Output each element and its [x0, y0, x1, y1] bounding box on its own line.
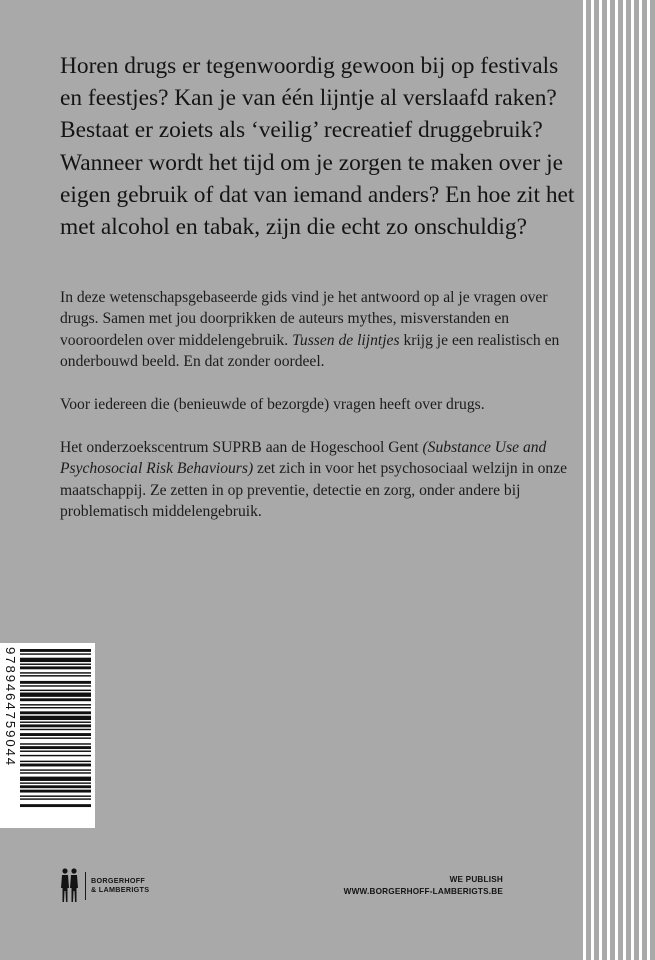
- barcode-bar: [20, 664, 91, 665]
- body-paragraph-3-text-b: zet zich in voor het psychosociaal welzijn in onze maatschappij. Ze zetten in op preventie, detectie en zorg, onder andere bij problematisch middelengebruik.: [60, 460, 568, 521]
- isbn-number: 9789464759044: [3, 647, 18, 768]
- body-paragraph-1: [60, 287, 580, 373]
- barcode-bar: [20, 711, 91, 714]
- suprb-full-name-italic: (Substance Use and Psychosocial Risk Behaviours): [60, 438, 547, 478]
- lead-paragraph-block: [60, 50, 580, 243]
- barcode-bar: [20, 795, 91, 796]
- barcode-bar: [20, 785, 91, 788]
- publisher-name: [91, 876, 149, 894]
- barcode-bar: [20, 653, 91, 654]
- barcode: [0, 643, 95, 828]
- barcode-bar: [20, 672, 91, 673]
- body-paragraph-2: Voor iedereen die (benieuwde of bezorgde) vragen heeft over drugs.: [60, 396, 485, 414]
- barcode-bar: [20, 649, 91, 652]
- barcode-bar: [20, 693, 91, 697]
- two-figures-icon: [58, 866, 82, 906]
- barcode-bar: [20, 751, 91, 752]
- barcode-bar: [20, 798, 91, 799]
- publisher-website: WWW.BORGERHOFF-LAMBERIGTS.BE: [343, 887, 503, 896]
- barcode-bar: [20, 722, 91, 723]
- body-paragraph-3: [60, 437, 580, 523]
- barcode-bar: [20, 716, 91, 720]
- barcode-bar: [20, 681, 91, 684]
- barcode-bar: [20, 698, 91, 701]
- body-paragraph-1-text-b: krijg je een realistisch en onderbouwd beeld. En dat zonder oordeel.: [60, 331, 560, 371]
- barcode-bar: [20, 761, 91, 762]
- barcode-bar: [20, 804, 91, 807]
- barcode-bar: [20, 675, 91, 676]
- barcode-bar: [20, 724, 91, 727]
- barcode-bar: [20, 790, 91, 793]
- barcode-bar: [20, 666, 91, 669]
- barcode-bar: [20, 707, 91, 708]
- barcode-bar: [20, 769, 91, 770]
- publisher-name-line-1: BORGERHOFF: [91, 876, 146, 885]
- barcode-bar: [20, 777, 91, 781]
- barcode-bar: [20, 704, 91, 705]
- body-text-block: [60, 287, 580, 544]
- barcode-bar: [20, 782, 91, 783]
- publisher-info: [344, 874, 503, 898]
- barcode-bar: [20, 772, 91, 773]
- body-paragraph-1-text-a: In deze wetenschapsgebaseerde gids vind je het antwoord op al je vragen over drugs. Samen met jou doorprikken de auteurs mythes, misverstanden en vooroordelen over middelengebruik.: [60, 289, 548, 349]
- decorative-stripes: [583, 0, 655, 960]
- lead-paragraph: Horen drugs er tegenwoordig gewoon bij op festivals en feestjes? Kan je van één lijntje al verslaafd raken? Bestaat er zoiets als ‘veilig’ recreatief druggebruik? Wanneer wordt het tijd om je zorgen te maken over je eigen gebruik of dat van iemand anders? En hoe zit het met alcohol en tabak, zijn die echt zo onschuldig?: [60, 53, 575, 241]
- barcode-bar: [20, 755, 91, 756]
- body-paragraph-3-text-a: Het onderzoekscentrum SUPRB aan de Hogeschool Gent: [60, 438, 423, 456]
- barcode-bar: [20, 737, 91, 738]
- publisher-logo: [58, 866, 188, 906]
- barcode-bar: [20, 764, 91, 767]
- barcode-bar: [20, 690, 91, 691]
- barcode-bar: [20, 743, 91, 744]
- publisher-name-line-2: & LAMBERIGTS: [91, 885, 150, 894]
- barcode-bar: [20, 733, 91, 736]
- logo-divider: [85, 872, 86, 900]
- barcode-bar: [20, 746, 91, 749]
- barcode-bar: [20, 658, 91, 662]
- barcode-bar: [20, 729, 91, 730]
- book-title-italic: Tussen de lijntjes: [292, 331, 400, 349]
- barcode-bar: [20, 685, 91, 686]
- publisher-tagline: WE PUBLISH: [449, 875, 503, 884]
